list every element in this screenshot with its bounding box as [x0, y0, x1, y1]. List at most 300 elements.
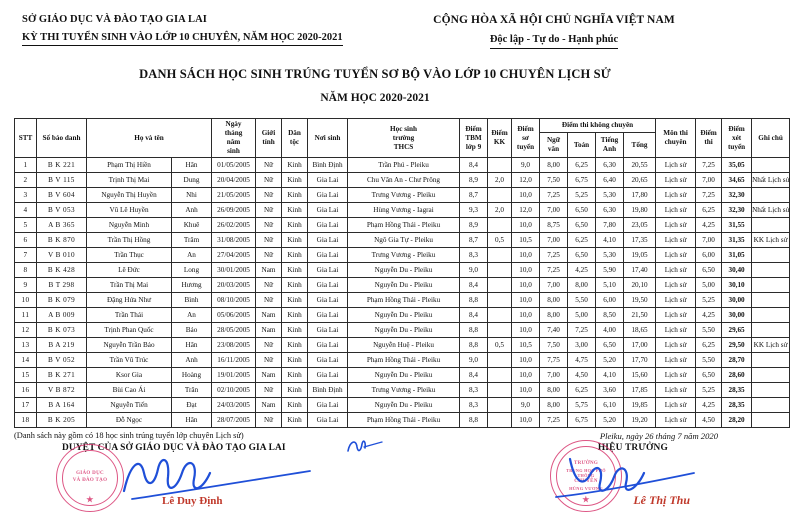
cell-gpa-grade9: 8,8	[460, 338, 488, 353]
cell-ethnicity: Kinh	[282, 413, 308, 428]
table-row	[15, 173, 790, 188]
cell-final-score: 34,65	[722, 173, 752, 188]
cell-specialized-score: 6,25	[696, 338, 722, 353]
cell-candidate-number: B A 219	[37, 338, 87, 353]
cell-school: Ngô Gia Tự - Pleiku	[348, 233, 460, 248]
cell-dob: 31/08/2005	[212, 233, 256, 248]
cell-school: Trần Phú - Pleiku	[348, 158, 460, 173]
cell-gpa-grade9: 8,8	[460, 323, 488, 338]
table-row	[15, 218, 790, 233]
cell-birthplace: Gia Lai	[308, 278, 348, 293]
cell-english-score: 5,20	[596, 413, 624, 428]
cell-prelim-score: 9,0	[512, 398, 540, 413]
cell-last-name: Hân	[172, 413, 212, 428]
cell-note	[752, 263, 790, 278]
cell-prelim-score: 10,0	[512, 308, 540, 323]
cell-first-name: Trần Thị Mai	[87, 278, 172, 293]
cell-first-name: Trịnh Phan Quốc	[87, 323, 172, 338]
cell-first-name: Trịnh Thị Mai	[87, 173, 172, 188]
cell-gender: Nữ	[256, 218, 282, 233]
cell-bonus: 2,0	[488, 173, 512, 188]
cell-birthplace: Gia Lai	[308, 308, 348, 323]
cell-birthplace: Gia Lai	[308, 293, 348, 308]
cell-candidate-number: B K 221	[37, 158, 87, 173]
cell-gender: Nữ	[256, 188, 282, 203]
cell-english-score: 5,30	[596, 248, 624, 263]
cell-final-score: 30,00	[722, 308, 752, 323]
director-signature-name: Lê Duy Định	[162, 495, 223, 508]
cell-math-score: 6,50	[568, 248, 596, 263]
cell-math-score: 6,50	[568, 203, 596, 218]
department-stamp-text: GIÁO DỤC VÀ ĐÀO TẠO	[72, 471, 108, 484]
cell-gpa-grade9: 8,3	[460, 383, 488, 398]
cell-birthplace: Gia Lai	[308, 338, 348, 353]
cell-dob: 28/07/2005	[212, 413, 256, 428]
cell-bonus	[488, 293, 512, 308]
cell-math-score: 7,25	[568, 323, 596, 338]
cell-prelim-score: 10,0	[512, 383, 540, 398]
cell-note	[752, 293, 790, 308]
cell-math-score: 6,75	[568, 413, 596, 428]
cell-ethnicity: Kinh	[282, 323, 308, 338]
col-header-nonspecialized-group: Điểm thi không chuyên	[540, 119, 656, 133]
cell-gender: Nữ	[256, 278, 282, 293]
cell-note	[752, 368, 790, 383]
cell-gender: Nam	[256, 323, 282, 338]
cell-school: Nguyễn Du - Pleiku	[348, 323, 460, 338]
col-header-school: Học sinh trường THCS	[348, 119, 460, 158]
cell-candidate-number: B K 205	[37, 413, 87, 428]
approval-initial-mark	[344, 435, 384, 457]
col-header-note: Ghi chú	[752, 119, 790, 158]
cell-math-score: 5,25	[568, 188, 596, 203]
cell-ethnicity: Kinh	[282, 218, 308, 233]
cell-math-score: 3,00	[568, 338, 596, 353]
title-block	[0, 65, 750, 104]
table-header	[15, 119, 790, 158]
cell-ethnicity: Kinh	[282, 248, 308, 263]
cell-birthplace: Gia Lai	[308, 203, 348, 218]
cell-specialized-score: 5,25	[696, 383, 722, 398]
cell-bonus	[488, 368, 512, 383]
cell-stt: 18	[15, 413, 37, 428]
cell-gpa-grade9: 8,7	[460, 188, 488, 203]
cell-dob: 20/03/2005	[212, 278, 256, 293]
cell-dob: 20/04/2005	[212, 173, 256, 188]
cell-english-score: 6,00	[596, 293, 624, 308]
cell-math-score: 6,50	[568, 218, 596, 233]
cell-ethnicity: Kinh	[282, 353, 308, 368]
cell-dob: 21/05/2005	[212, 188, 256, 203]
cell-literature-score: 7,25	[540, 188, 568, 203]
cell-first-name: Trần Thái	[87, 308, 172, 323]
cell-ethnicity: Kinh	[282, 368, 308, 383]
cell-gpa-grade9: 9,0	[460, 263, 488, 278]
cell-prelim-score: 10,0	[512, 248, 540, 263]
cell-total-score: 20,65	[624, 173, 656, 188]
cell-english-score: 4,10	[596, 233, 624, 248]
page-title: DANH SÁCH HỌC SINH TRÚNG TUYỂN SƠ BỘ VÀO LỚP 10 CHUYÊN LỊCH SỬ	[139, 67, 611, 82]
cell-note	[752, 398, 790, 413]
cell-last-name: Hoàng	[172, 368, 212, 383]
cell-literature-score: 7,00	[540, 368, 568, 383]
cell-stt: 16	[15, 383, 37, 398]
cell-note: Nhất Lịch sử	[752, 173, 790, 188]
cell-total-score: 19,50	[624, 293, 656, 308]
cell-prelim-score: 10,0	[512, 218, 540, 233]
cell-note	[752, 158, 790, 173]
cell-literature-score: 7,25	[540, 413, 568, 428]
cell-specialized-subject: Lịch sử	[656, 203, 696, 218]
cell-bonus	[488, 413, 512, 428]
cell-gender: Nam	[256, 398, 282, 413]
cell-specialized-subject: Lịch sử	[656, 278, 696, 293]
col-header-stt: STT	[15, 119, 37, 158]
cell-specialized-score: 7,00	[696, 173, 722, 188]
cell-english-score: 4,00	[596, 323, 624, 338]
cell-candidate-number: B V 053	[37, 203, 87, 218]
cell-literature-score: 7,75	[540, 353, 568, 368]
col-header-gpa-grade9: Điểm TBM lớp 9	[460, 119, 488, 158]
cell-last-name: Anh	[172, 353, 212, 368]
cell-school: Trưng Vương - Pleiku	[348, 383, 460, 398]
cell-specialized-subject: Lịch sử	[656, 353, 696, 368]
cell-stt: 2	[15, 173, 37, 188]
cell-total-score: 15,60	[624, 368, 656, 383]
cell-specialized-score: 6,25	[696, 203, 722, 218]
cell-note	[752, 383, 790, 398]
col-header-gender: Giới tính	[256, 119, 282, 158]
cell-gpa-grade9: 8,3	[460, 248, 488, 263]
table-row	[15, 308, 790, 323]
cell-math-score: 5,75	[568, 398, 596, 413]
cell-last-name: An	[172, 248, 212, 263]
cell-school: Phạm Hồng Thái - Pleiku	[348, 218, 460, 233]
cell-math-score: 6,25	[568, 383, 596, 398]
cell-math-score: 4,75	[568, 353, 596, 368]
cell-last-name: Trâm	[172, 233, 212, 248]
cell-bonus	[488, 398, 512, 413]
cell-first-name: Trần Thị Hồng	[87, 233, 172, 248]
table-row	[15, 383, 790, 398]
cell-gpa-grade9: 8,8	[460, 413, 488, 428]
cell-candidate-number: A B 009	[37, 308, 87, 323]
col-header-dob: Ngày tháng năm sinh	[212, 119, 256, 158]
col-header-specialized-subject: Môn thi chuyên	[656, 119, 696, 158]
cell-school: Nguyễn Huệ - Pleiku	[348, 338, 460, 353]
cell-specialized-score: 7,25	[696, 158, 722, 173]
col-header-sbd: Số báo danh	[37, 119, 87, 158]
cell-bonus	[488, 158, 512, 173]
cell-specialized-score: 7,00	[696, 233, 722, 248]
cell-first-name: Đỗ Ngọc	[87, 413, 172, 428]
cell-final-score: 35,05	[722, 158, 752, 173]
cell-ethnicity: Kinh	[282, 293, 308, 308]
cell-bonus	[488, 188, 512, 203]
cell-gpa-grade9: 8,4	[460, 368, 488, 383]
cell-english-score: 5,10	[596, 278, 624, 293]
table-row	[15, 263, 790, 278]
cell-dob: 01/05/2005	[212, 158, 256, 173]
cell-specialized-score: 7,25	[696, 188, 722, 203]
cell-final-score: 30,40	[722, 263, 752, 278]
cell-stt: 5	[15, 218, 37, 233]
cell-final-score: 31,05	[722, 248, 752, 263]
cell-first-name: Nguyễn Minh	[87, 218, 172, 233]
cell-english-score: 6,10	[596, 398, 624, 413]
cell-prelim-score: 12,0	[512, 173, 540, 188]
cell-stt: 13	[15, 338, 37, 353]
header-left-block	[22, 12, 343, 46]
cell-last-name: Nhi	[172, 188, 212, 203]
national-motto: Độc lập - Tự do - Hạnh phúc	[490, 32, 618, 50]
col-header-fullname: Họ và tên	[87, 119, 212, 158]
cell-note	[752, 323, 790, 338]
table-row	[15, 413, 790, 428]
cell-last-name: Trân	[172, 383, 212, 398]
cell-specialized-subject: Lịch sử	[656, 188, 696, 203]
cell-birthplace: Gia Lai	[308, 368, 348, 383]
table-row	[15, 293, 790, 308]
cell-note: KK Lịch sử	[752, 338, 790, 353]
cell-english-score: 8,50	[596, 308, 624, 323]
table-row	[15, 188, 790, 203]
cell-total-score: 18,65	[624, 323, 656, 338]
cell-gender: Nữ	[256, 248, 282, 263]
cell-total-score: 17,40	[624, 263, 656, 278]
cell-birthplace: Gia Lai	[308, 248, 348, 263]
cell-literature-score: 7,00	[540, 203, 568, 218]
exam-name: KỲ THI TUYỂN SINH VÀO LỚP 10 CHUYÊN, NĂM HỌC 2020-2021	[22, 30, 343, 46]
col-header-math: Toán	[568, 133, 596, 158]
cell-candidate-number: A B 365	[37, 218, 87, 233]
cell-prelim-score: 10,5	[512, 338, 540, 353]
cell-bonus	[488, 308, 512, 323]
cell-total-score: 19,20	[624, 413, 656, 428]
cell-last-name: An	[172, 308, 212, 323]
cell-stt: 15	[15, 368, 37, 383]
cell-candidate-number: V B 872	[37, 383, 87, 398]
col-header-literature: Ngữ văn	[540, 133, 568, 158]
cell-literature-score: 7,00	[540, 278, 568, 293]
cell-specialized-subject: Lịch sử	[656, 293, 696, 308]
cell-final-score: 31,55	[722, 218, 752, 233]
cell-ethnicity: Kinh	[282, 263, 308, 278]
cell-bonus: 0,5	[488, 338, 512, 353]
cell-final-score: 29,65	[722, 323, 752, 338]
cell-school: Nguyễn Du - Pleiku	[348, 398, 460, 413]
cell-gender: Nữ	[256, 383, 282, 398]
cell-final-score: 32,30	[722, 188, 752, 203]
cell-prelim-score: 10,0	[512, 293, 540, 308]
department-stamp	[56, 444, 124, 512]
cell-total-score: 19,80	[624, 203, 656, 218]
cell-school: Phạm Hồng Thái - Pleiku	[348, 293, 460, 308]
cell-last-name: Khuê	[172, 218, 212, 233]
cell-birthplace: Gia Lai	[308, 413, 348, 428]
cell-school: Nguyễn Du - Pleiku	[348, 278, 460, 293]
cell-school: Phạm Hồng Thái - Pleiku	[348, 413, 460, 428]
cell-specialized-score: 4,25	[696, 218, 722, 233]
header-right-block	[374, 12, 734, 49]
cell-final-score: 28,20	[722, 413, 752, 428]
cell-ethnicity: Kinh	[282, 158, 308, 173]
cell-specialized-subject: Lịch sử	[656, 383, 696, 398]
cell-bonus	[488, 248, 512, 263]
cell-note	[752, 278, 790, 293]
school-stamp-text: TRƯỜNG TRUNG HỌC PHỔ THÔNG CHUYÊN HÙNG VƯƠNG	[566, 460, 606, 491]
col-header-prelim-score: Điểm sơ tuyển	[512, 119, 540, 158]
header-row-top	[15, 119, 790, 133]
cell-specialized-subject: Lịch sử	[656, 158, 696, 173]
cell-note: Nhất Lịch sử	[752, 203, 790, 218]
cell-dob: 23/08/2005	[212, 338, 256, 353]
cell-literature-score: 8,00	[540, 293, 568, 308]
cell-note	[752, 413, 790, 428]
issuing-authority: SỞ GIÁO DỤC VÀ ĐÀO TẠO GIA LAI	[22, 14, 207, 25]
cell-candidate-number: V B 010	[37, 248, 87, 263]
cell-gender: Nữ	[256, 173, 282, 188]
cell-ethnicity: Kinh	[282, 383, 308, 398]
cell-literature-score: 7,00	[540, 233, 568, 248]
cell-math-score: 4,25	[568, 263, 596, 278]
col-header-ethnicity: Dân tộc	[282, 119, 308, 158]
cell-candidate-number: B V 604	[37, 188, 87, 203]
stamp-star-icon: ★	[86, 495, 94, 505]
cell-dob: 16/11/2005	[212, 353, 256, 368]
cell-total-score: 20,10	[624, 278, 656, 293]
cell-gender: Nữ	[256, 413, 282, 428]
document-footer	[14, 431, 740, 517]
cell-english-score: 5,90	[596, 263, 624, 278]
cell-bonus	[488, 383, 512, 398]
cell-gpa-grade9: 8,3	[460, 398, 488, 413]
cell-first-name: Đặng Hứa Như	[87, 293, 172, 308]
col-header-total: Tổng	[624, 133, 656, 158]
cell-school: Hùng Vương - Iagrai	[348, 203, 460, 218]
cell-school: Trưng Vương - Pleiku	[348, 188, 460, 203]
cell-gender: Nam	[256, 368, 282, 383]
cell-english-score: 7,80	[596, 218, 624, 233]
cell-candidate-number: B K 271	[37, 368, 87, 383]
cell-total-score: 19,05	[624, 248, 656, 263]
cell-final-score: 28,35	[722, 383, 752, 398]
table-body	[15, 158, 790, 428]
cell-specialized-subject: Lịch sử	[656, 263, 696, 278]
cell-gpa-grade9: 8,4	[460, 308, 488, 323]
cell-stt: 3	[15, 188, 37, 203]
cell-stt: 9	[15, 278, 37, 293]
cell-gender: Nữ	[256, 158, 282, 173]
roster-count-note: (Danh sách này gồm có 18 học sinh trúng tuyển lớp chuyên Lịch sử)	[14, 431, 244, 441]
cell-prelim-score: 9,0	[512, 158, 540, 173]
cell-specialized-score: 5,50	[696, 323, 722, 338]
cell-english-score: 5,20	[596, 353, 624, 368]
cell-english-score: 6,30	[596, 203, 624, 218]
cell-candidate-number: B V 052	[37, 353, 87, 368]
cell-school: Nguyễn Du - Pleiku	[348, 308, 460, 323]
cell-candidate-number: B V 115	[37, 173, 87, 188]
cell-dob: 26/09/2005	[212, 203, 256, 218]
table-row	[15, 323, 790, 338]
cell-english-score: 3,60	[596, 383, 624, 398]
cell-last-name: Long	[172, 263, 212, 278]
cell-specialized-subject: Lịch sử	[656, 173, 696, 188]
cell-gpa-grade9: 8,9	[460, 173, 488, 188]
cell-english-score: 4,10	[596, 368, 624, 383]
cell-note: KK Lịch sử	[752, 233, 790, 248]
table-row	[15, 398, 790, 413]
stamp-star-icon: ★	[582, 495, 590, 505]
cell-birthplace: Gia Lai	[308, 323, 348, 338]
cell-dob: 19/01/2005	[212, 368, 256, 383]
table-row	[15, 338, 790, 353]
cell-first-name: Lê Đức	[87, 263, 172, 278]
cell-note	[752, 353, 790, 368]
cell-last-name: Bảo	[172, 323, 212, 338]
cell-stt: 11	[15, 308, 37, 323]
cell-gender: Nữ	[256, 233, 282, 248]
cell-bonus	[488, 263, 512, 278]
cell-last-name: Bình	[172, 293, 212, 308]
approval-title: DUYỆT CỦA SỞ GIÁO DỤC VÀ ĐÀO TẠO GIA LAI	[62, 443, 286, 454]
table-row	[15, 158, 790, 173]
cell-first-name: Nguyễn Trần Bảo	[87, 338, 172, 353]
cell-birthplace: Gia Lai	[308, 353, 348, 368]
cell-last-name: Đạt	[172, 398, 212, 413]
cell-stt: 7	[15, 248, 37, 263]
table-row	[15, 368, 790, 383]
cell-dob: 26/02/2005	[212, 218, 256, 233]
cell-stt: 10	[15, 293, 37, 308]
school-stamp	[550, 440, 622, 512]
cell-candidate-number: B K 870	[37, 233, 87, 248]
col-header-specialized-score: Điểm thi	[696, 119, 722, 158]
cell-stt: 8	[15, 263, 37, 278]
cell-final-score: 28,70	[722, 353, 752, 368]
cell-final-score: 29,50	[722, 338, 752, 353]
cell-candidate-number: B K 073	[37, 323, 87, 338]
cell-final-score: 32,30	[722, 203, 752, 218]
cell-first-name: Trần Thục	[87, 248, 172, 263]
cell-ethnicity: Kinh	[282, 308, 308, 323]
cell-final-score: 28,35	[722, 398, 752, 413]
cell-gpa-grade9: 9,3	[460, 203, 488, 218]
table-row	[15, 353, 790, 368]
cell-dob: 28/05/2005	[212, 323, 256, 338]
cell-first-name: Nguyễn Tiến	[87, 398, 172, 413]
cell-gpa-grade9: 8,4	[460, 278, 488, 293]
cell-total-score: 19,85	[624, 398, 656, 413]
cell-school: Nguyễn Du - Pleiku	[348, 263, 460, 278]
cell-specialized-score: 5,00	[696, 278, 722, 293]
cell-dob: 02/10/2005	[212, 383, 256, 398]
col-header-birthplace: Nơi sinh	[308, 119, 348, 158]
cell-literature-score: 8,00	[540, 308, 568, 323]
cell-last-name: Dung	[172, 173, 212, 188]
cell-bonus	[488, 218, 512, 233]
col-header-english: Tiếng Anh	[596, 133, 624, 158]
cell-literature-score: 8,00	[540, 383, 568, 398]
cell-math-score: 8,00	[568, 278, 596, 293]
cell-math-score: 5,00	[568, 308, 596, 323]
cell-prelim-score: 10,0	[512, 263, 540, 278]
cell-specialized-subject: Lịch sử	[656, 338, 696, 353]
cell-last-name: Hân	[172, 338, 212, 353]
document-header	[0, 0, 750, 49]
cell-candidate-number: B K 428	[37, 263, 87, 278]
cell-birthplace: Bình Định	[308, 383, 348, 398]
